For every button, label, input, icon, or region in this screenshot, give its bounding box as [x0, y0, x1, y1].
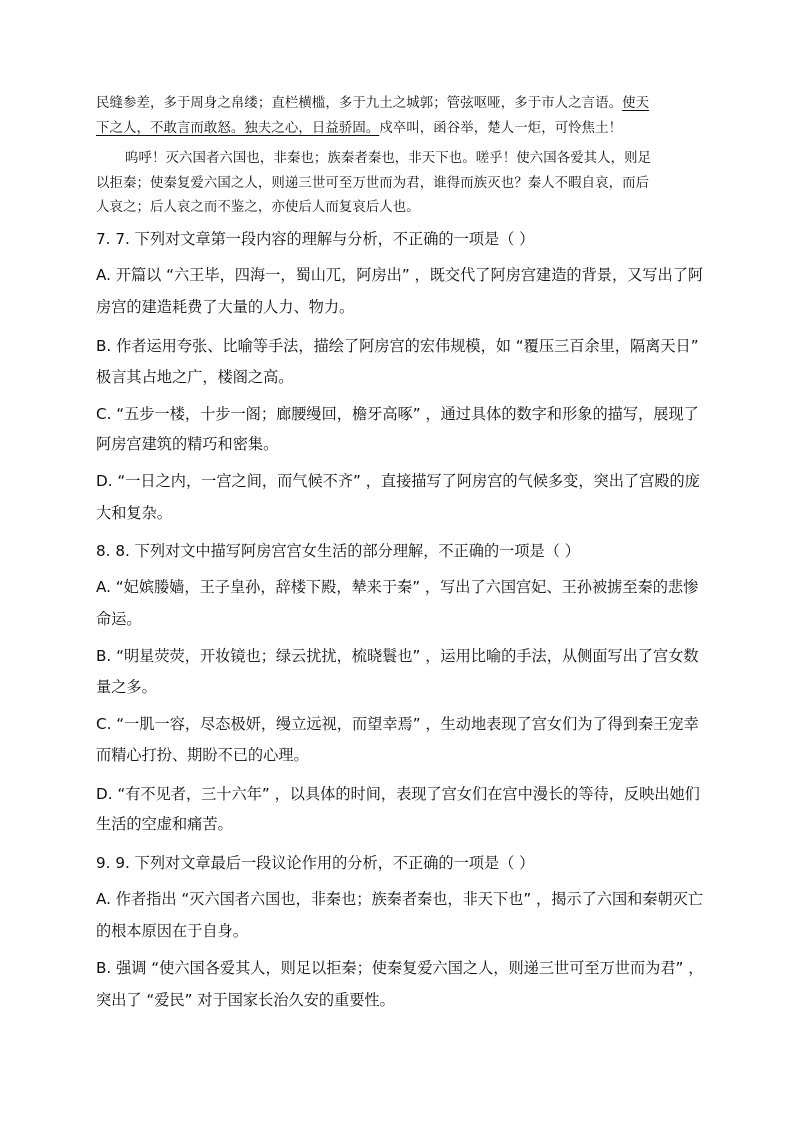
option-8d-line: D. “有不见者，三十六年” ，以具体的时间，表现了宫女们在宫中漫长的等待，反映出她们 — [96, 785, 700, 803]
passage-text: 民缝参差，多于周身之帛缕；直栏横槛，多于九土之城郭；管弦呕哑，多于市人之言语。 — [96, 96, 623, 111]
passage-line — [96, 94, 649, 114]
option-8a-line: 命运。 — [96, 610, 142, 628]
underlined-passage-text: 下之人，不敢言而敢怒。独夫之心，日益骄固。 — [96, 121, 380, 136]
option-8c-line: 而精心打扮、期盼不已的心理。 — [96, 746, 309, 764]
option-7c-line: 阿房宫建筑的精巧和密集。 — [96, 435, 279, 453]
option-8c-line: C. “一肌一容，尽态极妍，缦立远视，而望幸焉” ，生动地表现了宫女们为了得到秦王宠幸 — [96, 715, 699, 733]
underlined-passage-text: 使天 — [622, 96, 650, 111]
option-9a-line: 的根本原因在于自身。 — [96, 922, 248, 940]
passage-line: 人哀之；后人哀之而不鉴之，亦使后人而复哀后人也。 — [96, 200, 420, 215]
option-8a-line: A. “妃嫔媵嫱，王子皇孙，辞楼下殿，辇来于秦” ，写出了六国宫妃、王孙被掳至秦的悲惨 — [96, 578, 699, 596]
option-8b-line: B. “明星荧荧，开妆镜也；绿云扰扰，梳晓鬟也” ，运用比喻的手法，从侧面写出了宫女数 — [96, 647, 699, 665]
option-9b-line: 突出了 “爱民” 对于国家长治久安的重要性。 — [96, 991, 395, 1009]
option-8d-line: 生活的空虚和痛苦。 — [96, 815, 233, 833]
option-9b-line: B. 强调 “使六国各爱其人，则足以拒秦；使秦复爱六国之人，则递三世可至万世而为君” ， — [96, 959, 704, 977]
passage-text: 戍卒叫，函谷举，楚人一炬，可怜焦土！ — [379, 121, 623, 136]
question-stem-7: 7. 7. 下列对文章第一段内容的理解与分析，不正确的一项是（ ） — [96, 230, 535, 248]
option-7a-line: 房宫的建造耗费了大量的人力、物力。 — [96, 298, 355, 316]
question-stem-8: 8. 8. 下列对文中描写阿房宫宫女生活的部分理解，不正确的一项是（ ） — [96, 542, 580, 560]
option-7b-line: B. 作者运用夸张、比喻等手法，描绘了阿房宫的宏伟规模，如 “覆压三百余里，隔离天日” — [96, 337, 699, 355]
option-7a-line: A. 开篇以 “六王毕，四海一，蜀山兀，阿房出” ，既交代了阿房宫建造的背景，又写出了阿 — [96, 266, 704, 284]
option-7d-line: 大和复杂。 — [96, 504, 172, 522]
option-9a-line: A. 作者指出 “灭六国者六国也，非秦也；族秦者秦也，非天下也” ，揭示了六国和秦朝灭亡 — [96, 890, 704, 908]
passage-line: 呜呼！灭六国者六国也，非秦也；族秦者秦也，非天下也。嗟乎！使六国各爱其人，则足 — [125, 151, 652, 166]
passage-line — [96, 119, 622, 139]
option-7b-line: 极言其占地之广，楼阁之高。 — [96, 368, 294, 386]
option-8b-line: 量之多。 — [96, 678, 157, 696]
option-7d-line: D. “一日之内，一宫之间，而气候不齐” ，直接描写了阿房宫的气候多变，突出了宫殿的庞 — [96, 472, 700, 490]
option-7c-line: C. “五步一楼，十步一阁；廊腰缦回，檐牙高啄” ，通过具体的数字和形象的描写，展现了 — [96, 405, 699, 423]
passage-line: 以拒秦；使秦复爱六国之人，则递三世可至万世而为君，谁得而族灭也？秦人不暇自哀，而后 — [96, 176, 650, 191]
question-stem-9: 9. 9. 下列对文章最后一段议论作用的分析，不正确的一项是（ ） — [96, 854, 535, 872]
